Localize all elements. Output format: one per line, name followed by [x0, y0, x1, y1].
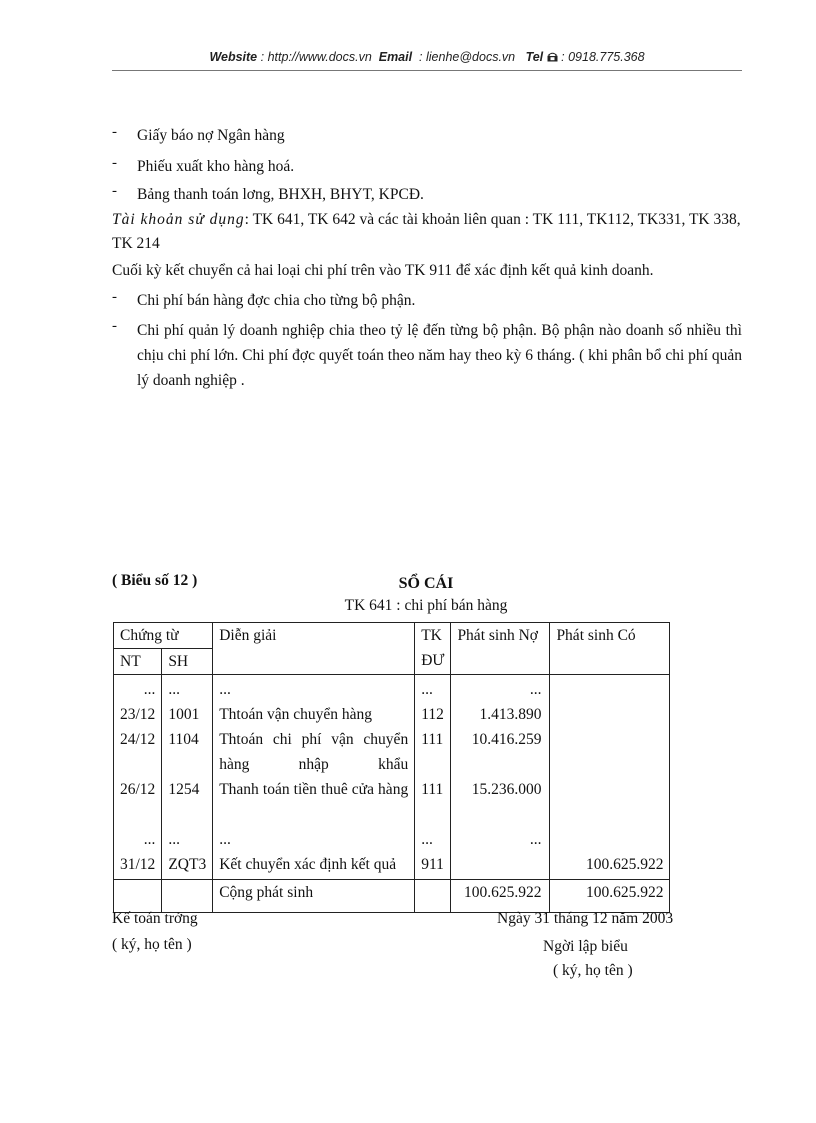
- table-cell: ...: [529, 681, 542, 698]
- tai-khoan-paragraph: [112, 208, 752, 256]
- ledger-subtitle: TK 641 : chi phí bán hàng: [344, 597, 508, 614]
- header-no: Phát sinh Nợ: [451, 623, 550, 675]
- table-cell: 26/12: [120, 781, 156, 798]
- header-tk-line2: ĐƯ: [421, 652, 445, 669]
- bullet-item: Chi phí quản lý doanh nghiệp chia theo tỷ lệ đến từng bộ phận. Bộ phận nào doanh số nhiều thì chịu chi phí lớn. Chi phí đợc quyết toán theo năm hay theo kỳ 6 tháng. ( khi phân bổ chi phí quản lý doanh nghiệp .: [137, 322, 742, 389]
- table-cell: 1.413.890: [479, 706, 542, 723]
- table-cell: 1001: [168, 706, 200, 723]
- bullet-item: Bảng thanh toán lơng, BHXH, BHYT, KPCĐ.: [137, 186, 424, 203]
- bullet-dash: -: [112, 183, 117, 199]
- email-address[interactable]: lienhe@docs.vn: [426, 50, 516, 64]
- table-cell: ...: [421, 831, 433, 848]
- nguoi-lap-bieu: Ngời lập biểu: [543, 938, 628, 955]
- table-cell: 111: [421, 731, 444, 748]
- ledger-table: [113, 622, 670, 913]
- header-tk-line1: TK: [421, 627, 442, 644]
- table-cell: ...: [143, 831, 156, 848]
- header-chung-tu: Chứng từ: [114, 623, 213, 649]
- total-no: 100.625.922: [451, 880, 550, 913]
- table-cell: ...: [529, 831, 542, 848]
- table-cell: 24/12: [120, 731, 156, 748]
- ky-ten-left: ( ký, họ tên ): [112, 936, 192, 953]
- bullet-item: Phiếu xuất kho hàng hoá.: [137, 158, 295, 175]
- page-header: Website : http://www.docs.vn Email : lienhe@docs.vn Tel : 0918.775.368: [209, 50, 645, 64]
- table-cell: 100.625.922: [585, 856, 664, 873]
- table-cell: 10.416.259: [471, 731, 542, 748]
- table-cell: 111: [421, 781, 444, 798]
- table-cell: 15.236.000: [471, 781, 542, 798]
- bullet-dash: -: [112, 155, 117, 171]
- header-tk: [415, 623, 451, 675]
- ke-toan-truong: Kế toán trởng: [112, 910, 198, 927]
- bullet-dash: -: [112, 289, 117, 305]
- table-cell: 31/12: [120, 856, 156, 873]
- header-dien-giai: Diễn giải: [213, 623, 415, 675]
- ngay-thang: Ngày 31 tháng 12 năm 2003: [497, 910, 674, 927]
- table-cell: [457, 852, 541, 877]
- table-cell: Thtoán vận chuyển hàng: [219, 706, 373, 723]
- col-dien-giai: [213, 675, 415, 880]
- table-cell: 1254: [168, 781, 200, 798]
- table-cell: ...: [168, 831, 180, 848]
- col-sh: [162, 675, 213, 880]
- table-cell: Kết chuyển xác định kết quả: [219, 856, 397, 873]
- ky-ten-right: ( ký, họ tên ): [553, 962, 633, 979]
- tai-khoan-text: : TK 641, TK 642 và các tài khoản liên quan : TK 111, TK112, TK331, TK 338, TK 214: [112, 211, 741, 252]
- table-cell: ...: [219, 681, 231, 698]
- bullet-item: Chi phí bán hàng đợc chia cho từng bộ phận.: [137, 292, 416, 309]
- table-cell: Thanh toán tiền thuê cửa hàng: [219, 781, 409, 798]
- col-no: [451, 675, 550, 880]
- table-cell: ...: [219, 831, 231, 848]
- tel-number: 0918.775.368: [568, 50, 645, 64]
- bieu-so-label: ( Biểu số 12 ): [112, 572, 198, 589]
- table-cell: Thtoán chi phí vận chuyển hàng nhập khẩu: [219, 731, 409, 773]
- total-co: 100.625.922: [550, 880, 670, 913]
- table-cell: 23/12: [120, 706, 156, 723]
- table-cell: 911: [421, 856, 444, 873]
- website-url[interactable]: http://www.docs.vn: [267, 50, 372, 64]
- table-cell: ...: [143, 681, 156, 698]
- table-cell: 112: [421, 706, 444, 723]
- header-nt: NT: [114, 649, 162, 675]
- tel-label: Tel: [525, 50, 544, 64]
- header-sh: SH: [162, 649, 213, 675]
- table-body: [114, 675, 670, 880]
- tai-khoan-label: Tài khoản sử dụng: [112, 211, 245, 228]
- table-header-row: [114, 623, 670, 649]
- total-row: [114, 880, 670, 913]
- col-tk: [415, 675, 451, 880]
- header-co: Phát sinh Có: [550, 623, 670, 675]
- website-label: Website: [209, 50, 258, 64]
- table-cell: ...: [421, 681, 433, 698]
- phone-icon: [547, 50, 561, 64]
- col-co: [550, 675, 670, 880]
- cuoi-ky-paragraph: Cuối kỳ kết chuyển cả hai loại chi phí trên vào TK 911 để xác định kết quả kinh doanh.: [112, 262, 654, 279]
- col-nt: [114, 675, 162, 880]
- total-label: Cộng phát sinh: [213, 880, 415, 913]
- bullet-item: Giấy báo nợ Ngân hàng: [137, 127, 285, 144]
- bullet-dash: -: [112, 318, 117, 334]
- table-cell: ...: [168, 681, 180, 698]
- ledger-title: SỔ CÁI: [398, 575, 454, 592]
- bullet-dash: -: [112, 124, 117, 140]
- table-cell: ZQT3: [168, 856, 207, 873]
- table-cell: 1104: [168, 731, 199, 748]
- email-label: Email: [378, 50, 413, 64]
- header-divider: [112, 70, 742, 71]
